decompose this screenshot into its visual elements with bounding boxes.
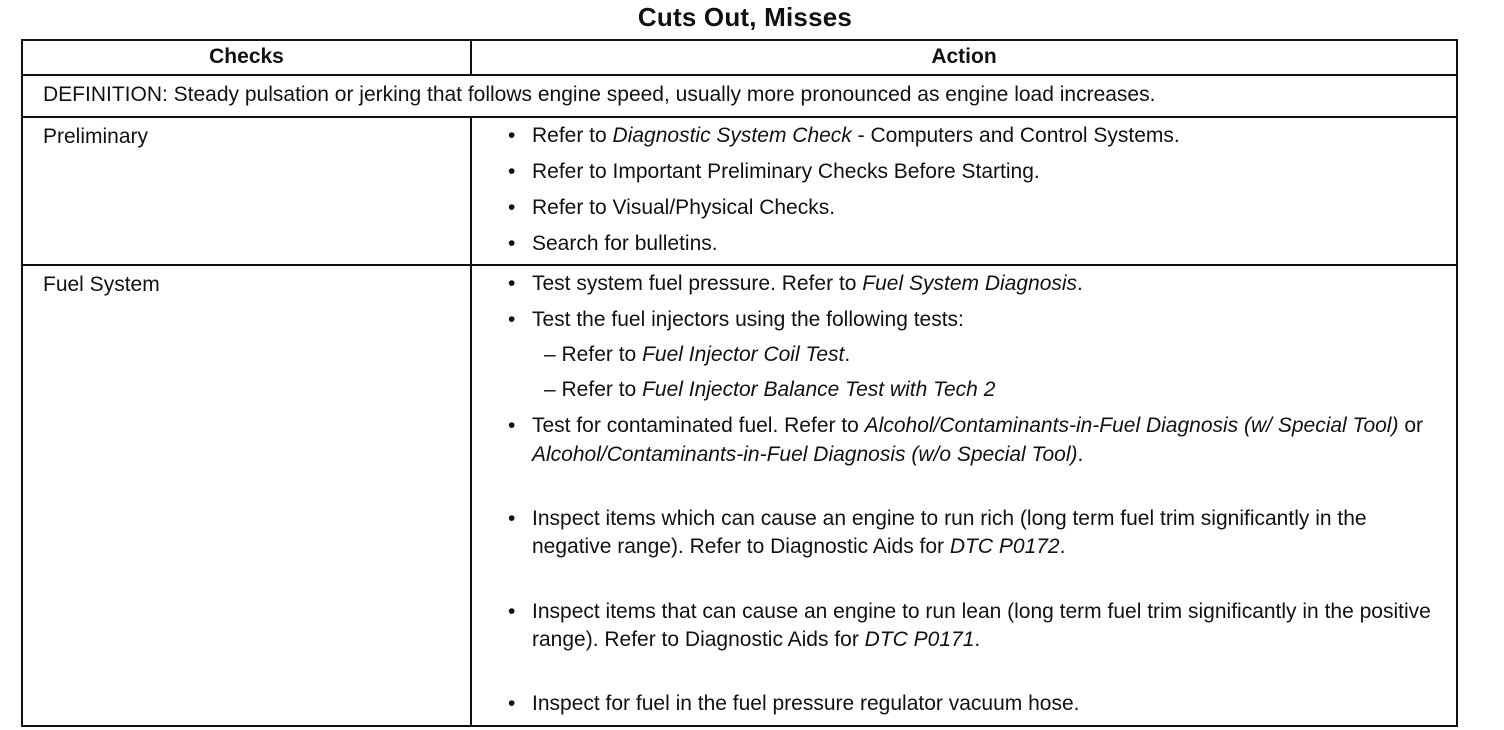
- sub-action-list: [544, 341, 1446, 405]
- table-row: [22, 117, 1457, 265]
- action-cell: [471, 265, 1457, 726]
- action-cell: [471, 117, 1457, 265]
- action-list: [508, 122, 1446, 258]
- action-item: • Search for bulletins.: [508, 230, 1446, 258]
- action-item: • Inspect items that can cause an engine to run lean (long term fuel trim significantly in the positive range). Refer to Diagnostic Aids for DTC P0171.: [508, 598, 1446, 655]
- page-title: Cuts Out, Misses: [637, 2, 853, 32]
- definition-row: [22, 75, 1457, 117]
- action-item: • Test the fuel injectors using the following tests: – Refer to Fuel Injector Coil Test. – Refer to Fuel Injector Balance Test with Tech 2: [508, 306, 1446, 405]
- action-list: [508, 270, 1446, 719]
- definition-text: DEFINITION: Steady pulsation or jerking that follows engine speed, usually more pronounced as engine load increases.: [22, 75, 1457, 117]
- header-action: Action: [471, 40, 1457, 75]
- table-header-row: [22, 40, 1457, 75]
- action-item: • Test system fuel pressure. Refer to Fuel System Diagnosis.: [508, 270, 1446, 298]
- table-row: [22, 265, 1457, 726]
- check-name: Fuel System: [22, 265, 471, 726]
- diagnostic-table: [21, 39, 1458, 727]
- action-item: • Inspect items which can cause an engine to run rich (long term fuel trim significantly in the negative range). Refer to Diagnostic Aids for DTC P0172.: [508, 505, 1446, 562]
- action-item: • Inspect for fuel in the fuel pressure regulator vacuum hose.: [508, 690, 1446, 718]
- sub-action-item: – Refer to Fuel Injector Coil Test.: [544, 343, 851, 367]
- action-item: • Refer to Diagnostic System Check - Computers and Control Systems.: [508, 122, 1446, 150]
- action-item: • Test for contaminated fuel. Refer to Alcohol/Contaminants-in-Fuel Diagnosis (w/ Special Tool) or Alcohol/Contaminants-in-Fuel Diagnosis (w/o Special Tool).: [508, 412, 1446, 469]
- action-item: • Refer to Visual/Physical Checks.: [508, 194, 1446, 222]
- sub-action-item: – Refer to Fuel Injector Balance Test with Tech 2: [544, 378, 996, 402]
- header-checks: Checks: [22, 40, 471, 75]
- check-name: Preliminary: [22, 117, 471, 265]
- action-item: • Refer to Important Preliminary Checks Before Starting.: [508, 158, 1446, 186]
